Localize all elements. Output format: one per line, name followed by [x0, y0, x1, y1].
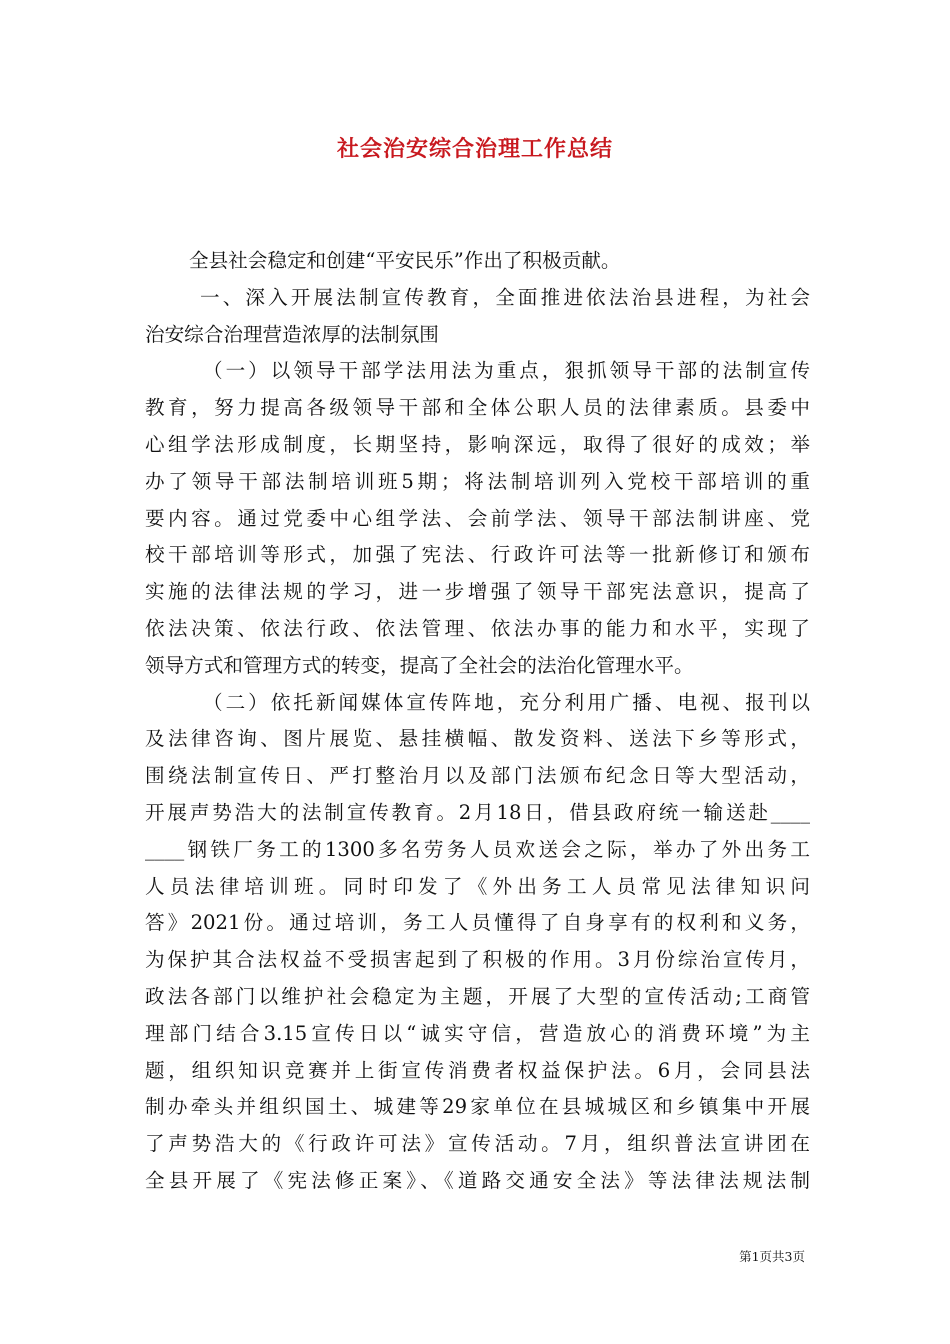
text-line: 题，组织知识竞赛并上街宣传消费者权益保护法。6月，会同县法 — [145, 1058, 810, 1082]
text-line: 围绕法制宣传日、严打整治月以及部门法颁布纪念日等大型活动， — [145, 764, 810, 788]
document-title: 社会治安综合治理工作总结 — [336, 137, 613, 162]
text-line: 政法各部门以维护社会稳定为主题，开展了大型的宣传活动;工商管 — [145, 984, 810, 1008]
text-line: 依法决策、依法行政、依法管理、依法办事的能力和水平，实现了 — [145, 616, 810, 640]
text-line: 全县社会稳定和创建“平安民乐”作出了积极贡献。 — [189, 249, 621, 272]
text-line: 制办牵头并组织国土、城建等29家单位在县城城区和乡镇集中开展 — [145, 1095, 810, 1119]
text-line: 开展声势浩大的法制宣传教育。2月18日，借县政府统一输送赴____ — [145, 800, 810, 824]
text-line: 了声势浩大的《行政许可法》宣传活动。7月，组织普法宣讲团在 — [145, 1132, 810, 1156]
heading-line: 一、深入开展法制宣传教育，全面推进依法治县进程，为社会 — [200, 285, 810, 309]
text-line: 校干部培训等形式，加强了宪法、行政许可法等一批新修订和颁布 — [145, 543, 810, 567]
document-body — [145, 243, 810, 1200]
text-line: 心组学法形成制度，长期坚持，影响深远，取得了很好的成效；举 — [145, 432, 810, 456]
text-line: 领导方式和管理方式的转变，提高了全社会的法治化管理水平。 — [145, 653, 694, 677]
text-line: 实施的法律法规的学习，进一步增强了领导干部宪法意识，提高了 — [145, 580, 810, 604]
page-indicator: 第1页共3页 — [739, 1249, 805, 1264]
text-line: 人员法律培训班。同时印发了《外出务工人员常见法律知识问 — [145, 874, 810, 898]
text-line: 理部门结合3.15宣传日以“诚实守信，营造放心的消费环境”为主 — [145, 1021, 810, 1045]
text-line: 全县开展了《宪法修正案》、《道路交通安全法》等法律法规法制 — [145, 1168, 810, 1192]
text-line: 教育，努力提高各级领导干部和全体公职人员的法律素质。县委中 — [145, 396, 810, 420]
text-line: 答》2021份。通过培训，务工人员懂得了自身享有的权利和义务， — [145, 911, 810, 935]
text-line: （二）依托新闻媒体宣传阵地，充分利用广播、电视、报刊以 — [203, 690, 810, 714]
text-line: 办了领导干部法制培训班5期；将法制培训列入党校干部培训的重 — [145, 469, 810, 493]
heading-line: 治安综合治理营造浓厚的法制氛围 — [145, 322, 439, 346]
text-line: ____钢铁厂务工的1300多名劳务人员欢送会之际，举办了外出务工 — [145, 837, 810, 861]
text-line: 为保护其合法权益不受损害起到了积极的作用。3月份综治宣传月， — [145, 948, 810, 972]
text-line: 及法律咨询、图片展览、悬挂横幅、散发资料、送法下乡等形式， — [145, 727, 810, 751]
text-line: 要内容。通过党委中心组学法、会前学法、领导干部法制讲座、党 — [145, 506, 810, 530]
text-line: （一）以领导干部学法用法为重点，狠抓领导干部的法制宣传 — [203, 359, 810, 383]
